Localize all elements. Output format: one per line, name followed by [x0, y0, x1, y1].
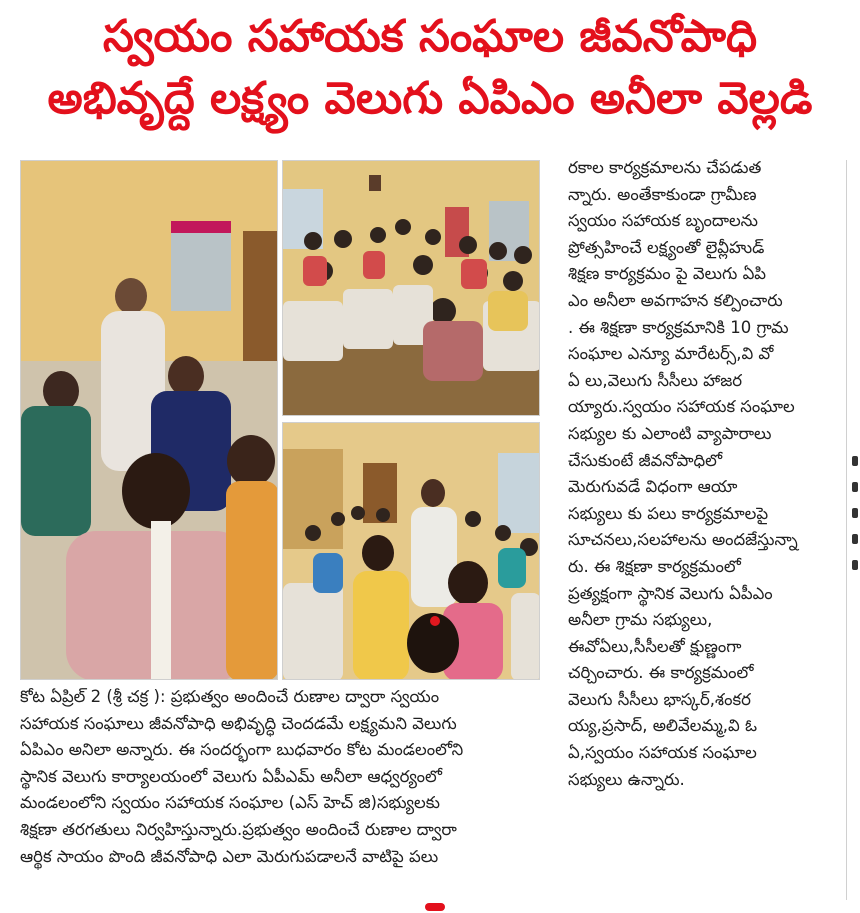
article-line: స్వయం సహాయక బృందాలను — [568, 211, 758, 231]
article-line: చర్చించారు. ఈ కార్యక్రమంలో — [568, 663, 754, 683]
article-line: న్నారు. అంతేకాకుండా గ్రామీణ — [568, 184, 757, 204]
training-photo-group — [282, 422, 540, 680]
headline — [0, 0, 860, 150]
article-line: వెలుగు సీసీలు భాస్కర్,శంకర — [568, 689, 751, 709]
article-line: ఏ,స్వయం సహాయక సంఘాల — [568, 743, 757, 763]
article-line: సహాయక సంఘాలు జీవనోపాధి అభివృద్ధి చెందడమే లక్ష్యమని వెలుగు — [20, 713, 457, 733]
headline-line-1: స్వయం సహాయక సంఘాల జీవనోపాధి — [102, 11, 758, 62]
article-line: శిక్షణా తరగతులు నిర్వహిస్తున్నారు.ప్రభుత్వం అందించే రుణాల ద్వారా — [20, 819, 457, 839]
column-divider — [846, 160, 847, 900]
article-line: సభ్యులు ఉన్నారు. — [568, 769, 685, 789]
clipped-glyph — [852, 482, 858, 492]
adjacent-article-edge — [850, 440, 860, 670]
article-line: ఈవోఏలు,సీసీలతో క్షుణ్ణంగా — [568, 636, 742, 656]
article-line: ఏపిఎం అనిలా అన్నారు. ఈ సందర్భంగా బుధవారం కోట మండలంలోని — [20, 740, 464, 760]
article-line: చేసుకుంటే జీవనోపాధిలో — [568, 450, 723, 470]
training-photo-hall — [282, 160, 540, 416]
clipped-glyph — [852, 534, 858, 544]
clipped-glyph — [852, 456, 858, 466]
article-line: రకాల కార్యక్రమాలను చేపడుత — [568, 158, 762, 177]
article-line: సంఘాల ఎన్యూ మారేటర్స్,వి వో — [568, 344, 774, 364]
article-line: ఏ లు,వెలుగు సీసీలు హాజర — [568, 370, 743, 390]
training-photo-close — [20, 160, 278, 680]
article-line: కోట ఏప్రిల్ 2 (శ్రీ చక్ర ): ప్రభుత్వం అందించే రుణాల ద్వారా స్వయం — [20, 687, 440, 706]
article-line: య్యారు.స్వయం సహాయక సంఘాల — [568, 397, 795, 417]
article-line: ప్రత్యక్షంగా స్థానిక వెలుగు ఏపీఎం — [568, 583, 773, 603]
article-line: శిక్షణ కార్యక్రమం పై వెలుగు ఏపి — [568, 264, 767, 284]
article-line: సభ్యులు కు పలు కార్యక్రమాలపై — [568, 503, 769, 523]
article-line: ఎం అనీలా అవగాహన కల్పించారు — [568, 290, 783, 310]
clipped-mark — [425, 903, 445, 911]
article-line: య్య,ప్రసాద్, అలివేలమ్మ,వి ఓ — [568, 716, 758, 736]
clipped-glyph — [852, 508, 858, 518]
headline-line-2: అభివృద్దే లక్ష్యం వెలుగు ఏపిఎం అనీలా వెల్లడి — [47, 73, 813, 124]
article-line: స్థానిక వెలుగు కార్యాలయంలో వెలుగు ఏపీఎమ్ అనీలా ఆధ్వర్యంలో — [20, 766, 442, 786]
article-column-right — [568, 155, 830, 793]
article-line: రు. ఈ శిక్షణా కార్యక్రమంలో — [568, 556, 741, 576]
article-line: సూచనలు,సలహాలను అందజేస్తున్నా — [568, 530, 798, 550]
article-line: ప్రోత్సహించే లక్ష్యంతో లైవ్లీహుడ్ — [568, 237, 765, 257]
photo-collage — [20, 160, 540, 682]
article-line: సభ్యుల కు ఎలాంటి వ్యాపారాలు — [568, 423, 772, 443]
article-line: . ఈ శిక్షణా కార్యక్రమానికి 10 గ్రామ — [568, 317, 789, 337]
article-line: మండలంలోని స్వయం సహాయక సంఘాల (ఎస్ హెచ్ జి)సభ్యులకు — [20, 793, 441, 813]
article-column-left — [20, 684, 540, 870]
article-line: అనీలా గ్రామ సభ్యులు, — [568, 610, 713, 630]
clipped-glyph — [852, 560, 858, 570]
article-line: ఆర్థిక సాయం పొంది జీవనోపాధి ఎలా మెరుగుపడాలనే వాటిపై పలు — [20, 846, 439, 866]
article-line: మెరుగువడే విధంగా ఆయా — [568, 477, 738, 497]
